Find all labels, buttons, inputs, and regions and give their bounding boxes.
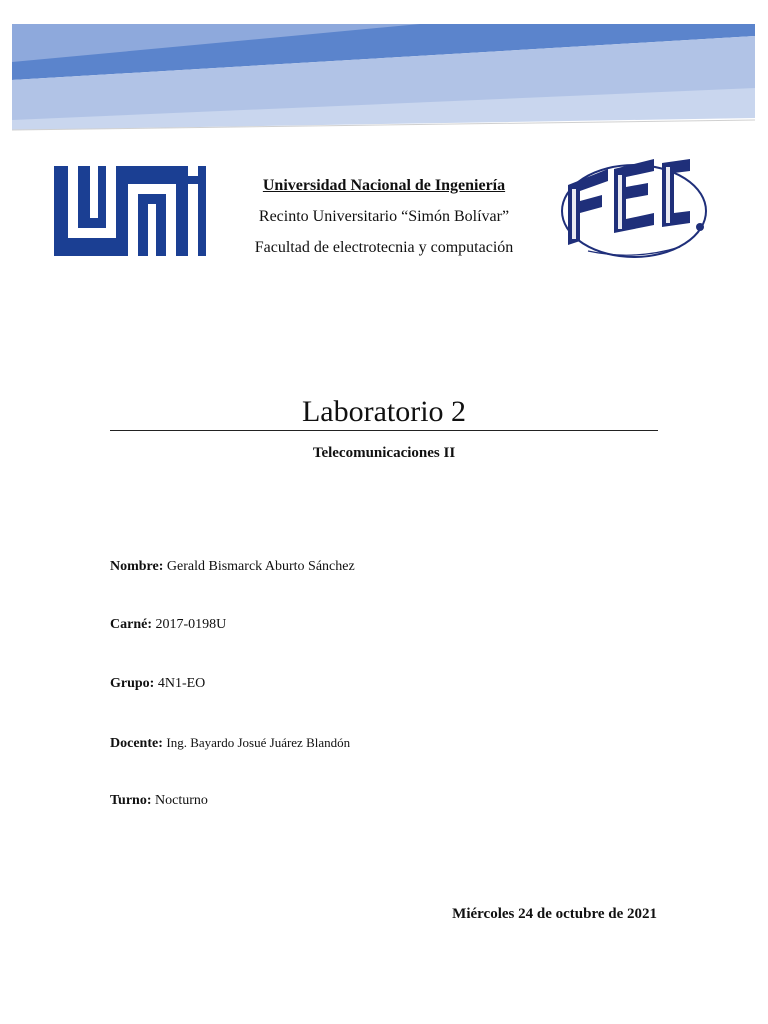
field-grupo xyxy=(110,674,205,694)
field-nombre-label: Nombre: xyxy=(110,559,164,574)
field-grupo-label: Grupo: xyxy=(110,676,155,691)
field-carne-label: Carné: xyxy=(110,617,152,632)
institution-header xyxy=(214,170,554,263)
university-name: Universidad Nacional de Ingeniería xyxy=(262,177,506,194)
document-title: Laboratorio 2 xyxy=(301,395,467,428)
field-grupo-value: 4N1-EO xyxy=(157,676,206,691)
field-turno-label: Turno: xyxy=(110,793,152,808)
fec-logo xyxy=(558,155,710,261)
document-date: Miércoles 24 de octubre de 2021 xyxy=(452,906,657,922)
field-turno xyxy=(110,791,208,811)
header-banner xyxy=(0,0,768,140)
field-nombre xyxy=(110,557,355,577)
field-docente-label: Docente: xyxy=(110,736,163,751)
uni-logo xyxy=(54,166,206,256)
field-carne xyxy=(110,615,226,635)
document-subtitle: Telecomunicaciones II xyxy=(312,445,456,461)
campus-name: Recinto Universitario “Simón Bolívar” xyxy=(258,208,510,225)
field-turno-value: Nocturno xyxy=(155,793,208,808)
title-divider xyxy=(110,430,658,431)
field-nombre-value: Gerald Bismarck Aburto Sánchez xyxy=(166,559,355,574)
field-docente-value: Ing. Bayardo Josué Juárez Blandón xyxy=(166,735,351,750)
field-carne-value: 2017-0198U xyxy=(155,617,227,632)
faculty-name: Facultad de electrotecnia y computación xyxy=(254,239,514,256)
field-docente xyxy=(110,733,350,754)
